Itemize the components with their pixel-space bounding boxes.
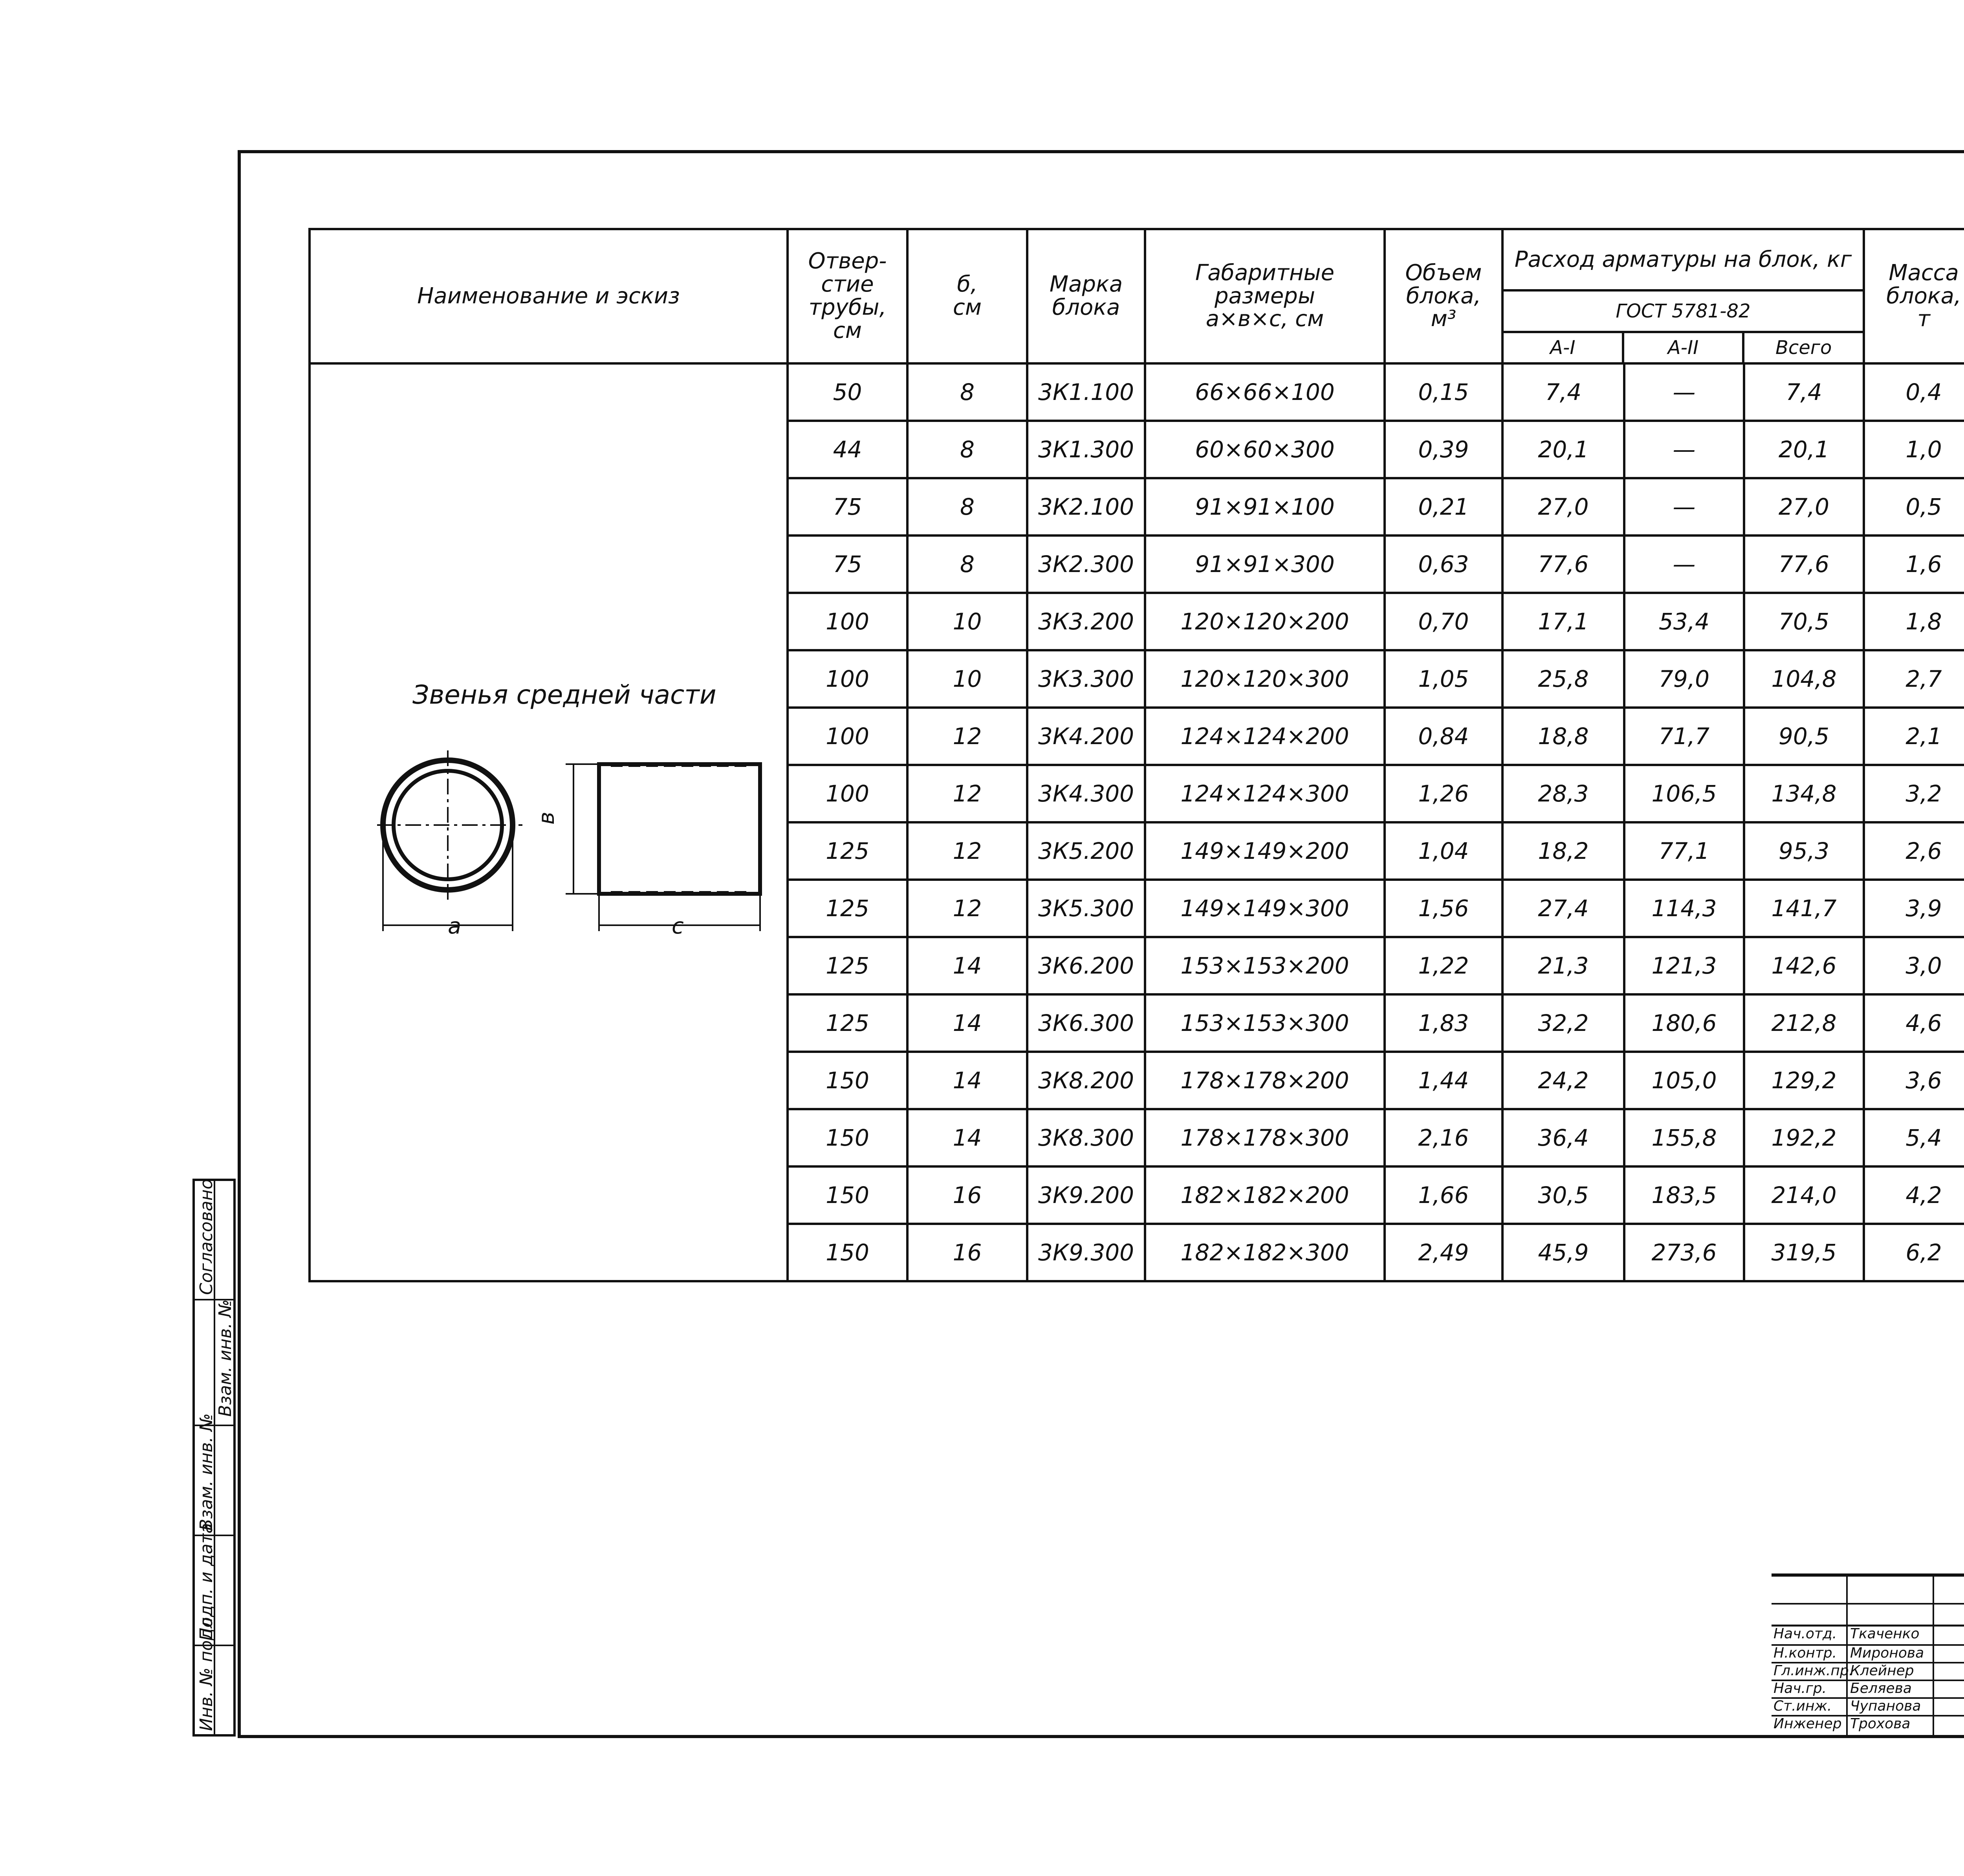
cell-mass: 1,0	[1864, 421, 1964, 478]
cell-dims: 153×153×200	[1145, 937, 1385, 994]
header-volume: Объем блока, м³	[1385, 229, 1502, 363]
cell-mark: 3К9.200	[1027, 1166, 1145, 1224]
cell-total: 27,0	[1744, 478, 1864, 535]
cell-dims: 178×178×200	[1145, 1052, 1385, 1109]
cell-dims: 178×178×300	[1145, 1109, 1385, 1166]
cell-vol: 1,22	[1385, 937, 1502, 994]
cell-total: 134,8	[1744, 765, 1864, 822]
cell-total: 129,2	[1744, 1052, 1864, 1109]
cell-mass: 3,9	[1864, 880, 1964, 937]
cell-mass: 5,4	[1864, 1109, 1964, 1166]
cell-a2: 79,0	[1624, 650, 1744, 708]
tb-role: Гл.инж.пр.	[1773, 1663, 1854, 1679]
header-mark: Марка блока	[1027, 229, 1145, 363]
cell-dims: 120×120×300	[1145, 650, 1385, 708]
cell-a2: 105,0	[1624, 1052, 1744, 1109]
tb-role: Ст.инж.	[1773, 1698, 1832, 1714]
cell-a2: —	[1624, 478, 1744, 535]
cell-a2: 273,6	[1624, 1224, 1744, 1281]
cell-mass: 1,8	[1864, 593, 1964, 650]
header-total: Всего	[1775, 337, 1832, 359]
cell-vol: 1,04	[1385, 822, 1502, 880]
cell-vol: 1,56	[1385, 880, 1502, 937]
cell-total: 214,0	[1744, 1166, 1864, 1224]
cell-mark: 3К8.300	[1027, 1109, 1145, 1166]
cell-a2: —	[1624, 363, 1744, 421]
cell-dims: 182×182×300	[1145, 1224, 1385, 1281]
cell-delta: 12	[907, 822, 1027, 880]
cell-mass: 0,5	[1864, 478, 1964, 535]
cell-mass: 0,4	[1864, 363, 1964, 421]
cell-hole: 125	[788, 994, 907, 1052]
cell-a1: 32,2	[1502, 994, 1624, 1052]
cell-mass: 1,6	[1864, 535, 1964, 593]
cell-dims: 120×120×200	[1145, 593, 1385, 650]
cell-total: 90,5	[1744, 708, 1864, 765]
cell-delta: 8	[907, 535, 1027, 593]
cell-vol: 0,39	[1385, 421, 1502, 478]
cell-mass: 2,6	[1864, 822, 1964, 880]
cell-delta: 8	[907, 421, 1027, 478]
cell-hole: 50	[788, 363, 907, 421]
tb-name: Чупанова	[1850, 1698, 1921, 1714]
cell-total: 104,8	[1744, 650, 1864, 708]
dim-c-label: с	[672, 913, 684, 939]
cell-mass: 3,2	[1864, 765, 1964, 822]
cell-delta: 12	[907, 708, 1027, 765]
tb-role: Инженер	[1773, 1716, 1842, 1732]
cell-dims: 60×60×300	[1145, 421, 1385, 478]
cell-mark: 3К9.300	[1027, 1224, 1145, 1281]
cell-hole: 100	[788, 708, 907, 765]
cell-a1: 27,4	[1502, 880, 1624, 937]
cell-vol: 0,84	[1385, 708, 1502, 765]
cell-total: 192,2	[1744, 1109, 1864, 1166]
cell-mass: 3,6	[1864, 1052, 1964, 1109]
header-delta: б, см	[907, 229, 1027, 363]
dim-b-label: в	[534, 811, 560, 825]
cell-mass: 6,2	[1864, 1224, 1964, 1281]
cell-a1: 77,6	[1502, 535, 1624, 593]
cell-a2: —	[1624, 535, 1744, 593]
cell-a2: 71,7	[1624, 708, 1744, 765]
cell-hole: 125	[788, 937, 907, 994]
side-view-rect	[599, 764, 760, 894]
cell-delta: 10	[907, 650, 1027, 708]
cell-dims: 66×66×100	[1145, 363, 1385, 421]
cell-hole: 125	[788, 822, 907, 880]
cell-hole: 100	[788, 593, 907, 650]
cell-mark: 3К4.300	[1027, 765, 1145, 822]
cell-mass: 4,2	[1864, 1166, 1964, 1224]
cell-dims: 91×91×100	[1145, 478, 1385, 535]
cell-dims: 153×153×300	[1145, 994, 1385, 1052]
cell-dims: 149×149×300	[1145, 880, 1385, 937]
tb-role: Нач.гр.	[1773, 1680, 1827, 1696]
cell-total: 95,3	[1744, 822, 1864, 880]
cell-delta: 10	[907, 593, 1027, 650]
cell-a1: 21,3	[1502, 937, 1624, 994]
header-hole: Отвер- стие трубы, см	[788, 229, 907, 363]
header-dims: Габаритные размеры a×в×с, см	[1145, 229, 1385, 363]
cell-mark: 3К5.300	[1027, 880, 1145, 937]
cell-a2: 77,1	[1624, 822, 1744, 880]
cell-mark: 3К4.200	[1027, 708, 1145, 765]
cell-hole: 100	[788, 765, 907, 822]
cell-total: 77,6	[1744, 535, 1864, 593]
cell-hole: 75	[788, 535, 907, 593]
cell-a1: 27,0	[1502, 478, 1624, 535]
cell-vol: 1,66	[1385, 1166, 1502, 1224]
stamp-inv-original: Инв. № подл.	[196, 1612, 216, 1731]
cell-vol: 0,21	[1385, 478, 1502, 535]
cell-dims: 149×149×200	[1145, 822, 1385, 880]
section-name: Звенья средней части	[412, 680, 716, 710]
cell-mark: 3К1.300	[1027, 421, 1145, 478]
header-name: Наименование и эскиз	[310, 229, 788, 363]
cell-dims: 124×124×300	[1145, 765, 1385, 822]
cell-a1: 25,8	[1502, 650, 1624, 708]
cell-delta: 12	[907, 765, 1027, 822]
cell-a1: 24,2	[1502, 1052, 1624, 1109]
cell-hole: 100	[788, 650, 907, 708]
cell-a1: 17,1	[1502, 593, 1624, 650]
stamp-agreed: Согласовано	[196, 1179, 216, 1295]
cell-a2: —	[1624, 421, 1744, 478]
header-a2: А-II	[1624, 333, 1745, 362]
cell-mark: 3К5.200	[1027, 822, 1145, 880]
cell-a2: 183,5	[1624, 1166, 1744, 1224]
cell-delta: 14	[907, 1109, 1027, 1166]
tb-role: Н.контр.	[1773, 1645, 1837, 1661]
cell-total: 20,1	[1744, 421, 1864, 478]
cell-total: 142,6	[1744, 937, 1864, 994]
header-mass: Масса блока, т	[1864, 229, 1964, 363]
cell-a2: 53,4	[1624, 593, 1744, 650]
cell-a2: 180,6	[1624, 994, 1744, 1052]
cell-a1: 28,3	[1502, 765, 1624, 822]
cell-a2: 121,3	[1624, 937, 1744, 994]
cell-a1: 18,8	[1502, 708, 1624, 765]
cell-mass: 2,1	[1864, 708, 1964, 765]
cell-hole: 150	[788, 1052, 907, 1109]
cell-delta: 14	[907, 937, 1027, 994]
cell-mark: 3К3.200	[1027, 593, 1145, 650]
header-gost-block	[1502, 290, 1864, 363]
cell-delta: 8	[907, 478, 1027, 535]
cell-dims: 91×91×300	[1145, 535, 1385, 593]
cell-vol: 1,05	[1385, 650, 1502, 708]
table-row	[310, 363, 1964, 421]
cell-delta: 12	[907, 880, 1027, 937]
header-a1: А-I	[1504, 333, 1624, 362]
cell-a2: 106,5	[1624, 765, 1744, 822]
cell-a1: 36,4	[1502, 1109, 1624, 1166]
cell-total: 212,8	[1744, 994, 1864, 1052]
cell-hole: 75	[788, 478, 907, 535]
cell-total: 70,5	[1744, 593, 1864, 650]
cell-delta: 14	[907, 994, 1027, 1052]
cell-mark: 3К8.200	[1027, 1052, 1145, 1109]
cell-a1: 45,9	[1502, 1224, 1624, 1281]
cell-a1: 20,1	[1502, 421, 1624, 478]
tb-name: Клейнер	[1850, 1663, 1914, 1679]
cell-a1: 30,5	[1502, 1166, 1624, 1224]
cell-hole: 150	[788, 1224, 907, 1281]
cell-vol: 2,49	[1385, 1224, 1502, 1281]
cell-mark: 3К3.300	[1027, 650, 1145, 708]
cell-mass: 3,0	[1864, 937, 1964, 994]
stamp-sign-date: Подп. и дата	[196, 1523, 216, 1641]
cell-vol: 0,70	[1385, 593, 1502, 650]
tb-role: Нач.отд.	[1773, 1626, 1837, 1642]
tb-name: Беляева	[1850, 1680, 1912, 1696]
stamp-inv-replace: Взам. инв. №	[196, 1413, 216, 1531]
tb-name: Трохова	[1850, 1716, 1911, 1732]
cell-vol: 1,44	[1385, 1052, 1502, 1109]
cell-hole: 125	[788, 880, 907, 937]
cell-hole: 150	[788, 1166, 907, 1224]
cell-mark: 3К6.200	[1027, 937, 1145, 994]
cell-delta: 8	[907, 363, 1027, 421]
cell-vol: 1,83	[1385, 994, 1502, 1052]
tb-name: Миронова	[1850, 1645, 1924, 1661]
cell-mark: 3К1.100	[1027, 363, 1145, 421]
cell-mark: 3К2.300	[1027, 535, 1145, 593]
cell-vol: 2,16	[1385, 1109, 1502, 1166]
left-margin-stamp	[192, 1179, 236, 1737]
cell-dims: 182×182×200	[1145, 1166, 1385, 1224]
cell-a1: 18,2	[1502, 822, 1624, 880]
header-reinforcement: Расход арматуры на блок, кг	[1502, 229, 1864, 290]
cell-total: 319,5	[1744, 1224, 1864, 1281]
cell-dims: 124×124×200	[1145, 708, 1385, 765]
cell-a2: 114,3	[1624, 880, 1744, 937]
cell-vol: 0,63	[1385, 535, 1502, 593]
ring-sketch	[377, 746, 770, 943]
cell-a1: 7,4	[1502, 363, 1624, 421]
cell-a2: 155,8	[1624, 1109, 1744, 1166]
cell-total: 141,7	[1744, 880, 1864, 937]
cell-mark: 3К2.100	[1027, 478, 1145, 535]
dim-a-label: a	[448, 913, 462, 939]
cell-mark: 3К6.300	[1027, 994, 1145, 1052]
cell-total: 7,4	[1744, 363, 1864, 421]
cell-vol: 1,26	[1385, 765, 1502, 822]
cell-hole: 150	[788, 1109, 907, 1166]
cell-delta: 14	[907, 1052, 1027, 1109]
cell-mass: 4,6	[1864, 994, 1964, 1052]
cell-delta: 16	[907, 1224, 1027, 1281]
stamp-inv-replace-2: Взам. инв. №	[215, 1299, 235, 1417]
cell-mass: 2,7	[1864, 650, 1964, 708]
cell-hole: 44	[788, 421, 907, 478]
header-gost: ГОСТ 5781-82	[1504, 292, 1863, 333]
cell-vol: 0,15	[1385, 363, 1502, 421]
tb-name: Ткаченко	[1850, 1626, 1920, 1642]
cell-delta: 16	[907, 1166, 1027, 1224]
